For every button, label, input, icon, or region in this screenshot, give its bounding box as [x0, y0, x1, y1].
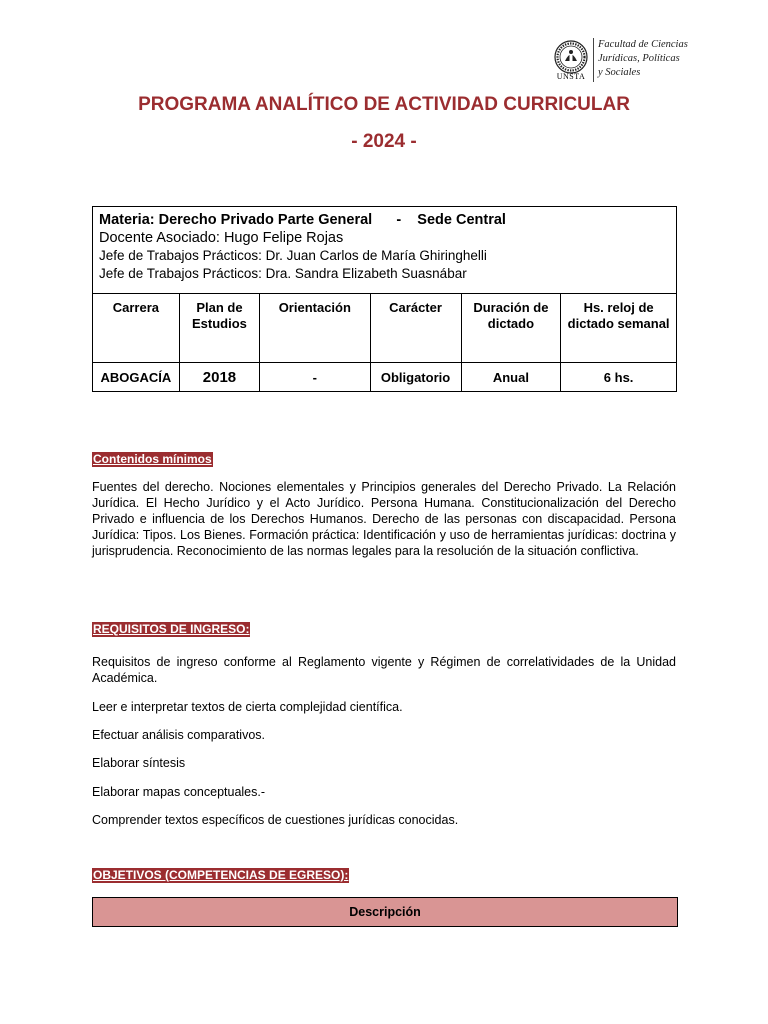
- table-cell: ABOGACÍA: [93, 363, 180, 392]
- faculty-line: y Sociales: [598, 67, 641, 78]
- docente-line: Docente Asociado: Hugo Felipe Rojas: [99, 230, 344, 246]
- requisito-item: Efectuar análisis comparativos.: [92, 728, 265, 742]
- requisito-item: Elaborar mapas conceptuales.-: [92, 785, 266, 799]
- requisito-item: Requisitos de ingreso conforme al Reglamento vigente y Régimen de correlatividades de la Unidad Académica.: [92, 655, 676, 685]
- course-header-cell: [93, 207, 677, 294]
- table-cell: 6 hs.: [561, 363, 677, 392]
- jtp-line: Jefe de Trabajos Prácticos: Dra. Sandra Elizabeth Suasnábar: [99, 266, 467, 281]
- requisito-item: Comprender textos específicos de cuestiones jurídicas conocidas.: [92, 813, 459, 827]
- table-cell: -: [260, 363, 370, 392]
- column-header: Duración de dictado: [461, 294, 561, 363]
- course-info-table: [92, 206, 677, 392]
- faculty-name: [598, 38, 688, 80]
- materia-line: Materia: Derecho Privado Parte General - Sede Central: [99, 212, 506, 228]
- column-header: Hs. reloj de dictado semanal: [561, 294, 677, 363]
- jtp-line: Jefe de Trabajos Prácticos: Dr. Juan Carlos de María Ghiringhelli: [99, 248, 487, 263]
- column-header: Carácter: [370, 294, 461, 363]
- descripcion-header-cell: Descripción: [92, 897, 678, 927]
- faculty-logo: [552, 38, 712, 84]
- requisito-item: Elaborar síntesis: [92, 756, 186, 770]
- column-header: Orientación: [260, 294, 370, 363]
- requisito-item: Leer e interpretar textos de cierta complejidad científica.: [92, 700, 403, 714]
- institution-abbreviation: UNSTA: [556, 72, 586, 81]
- table-cell: Anual: [461, 363, 561, 392]
- contenidos-heading: Contenidos mínimos: [93, 452, 212, 466]
- requisitos-heading: REQUISITOS DE INGRESO:: [93, 622, 250, 636]
- document-year: - 2024 -: [351, 131, 417, 152]
- column-header: Plan de Estudios: [179, 294, 259, 363]
- column-header: Carrera: [93, 294, 180, 363]
- table-cell: [179, 363, 259, 392]
- faculty-line: Facultad de Ciencias: [598, 39, 688, 50]
- plan-year: 2018: [202, 368, 237, 386]
- table-header-row: [93, 294, 677, 363]
- document-title: PROGRAMA ANALÍTICO DE ACTIVIDAD CURRICULAR: [138, 94, 630, 115]
- table-cell: Obligatorio: [370, 363, 461, 392]
- objetivos-heading: OBJETIVOS (COMPETENCIAS DE EGRESO):: [93, 868, 349, 882]
- table-row: [93, 363, 677, 392]
- contenidos-text: Fuentes del derecho. Nociones elementales y Principios generales del Derecho Privado. La Relación Jurídica. El Hecho Jurídico y el Acto Jurídico. Persona Humana. Constitucionalización del Derecho Privado e influencia de los Derechos Humanos. Derecho de las personas con discapacidad. Persona Jurídica: Tipos. Los Bienes. Formación práctica: Identificación y uso de herramientas jurídicas: doctrina y jurisprudencia. Reconocimiento de las normas legales para la resolución de la situación conflictiva.: [92, 480, 676, 558]
- university-seal-icon: [554, 40, 588, 74]
- logo-divider: [593, 38, 594, 82]
- faculty-line: Jurídicas, Políticas: [598, 53, 680, 64]
